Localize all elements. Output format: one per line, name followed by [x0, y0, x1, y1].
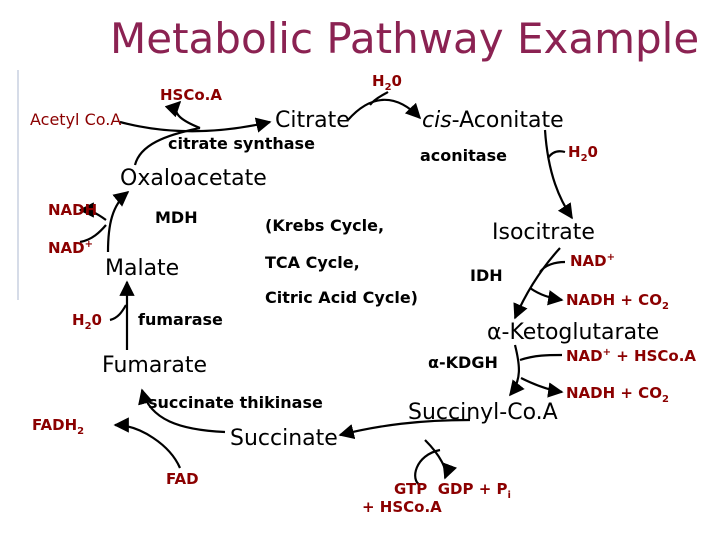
akdgh-label	[428, 355, 498, 371]
nad-idh-text: NAD	[570, 252, 607, 270]
nadh-co2-kdgh-text: NADH + CO	[566, 384, 662, 402]
nadh-co2-idh	[566, 293, 669, 312]
nad-left-text: NAD	[48, 239, 85, 257]
nad-left	[48, 240, 93, 256]
center-text-line1: (Krebs Cycle,	[265, 216, 385, 235]
arrow-h2o-right	[548, 151, 565, 158]
arrow-h2o-left	[110, 305, 126, 320]
mdh-label: MDH	[155, 208, 198, 227]
cis-prefix: cis	[422, 108, 452, 133]
h2o-top	[372, 74, 402, 93]
arrow-hscoa-release	[176, 102, 200, 128]
arrow-nad-hscoa	[520, 355, 562, 360]
arrow-isocitrate-to-akg	[515, 248, 560, 318]
oxaloacetate-label: Oxaloacetate	[120, 166, 267, 191]
succinyl-coa-label: Succinyl-Co.A	[408, 400, 558, 425]
fadh2-text: FADH	[32, 416, 78, 434]
h2o-right-o: 0	[587, 143, 598, 161]
h2o-right-h: H	[568, 143, 581, 161]
page-title: Metabolic Pathway Example	[110, 14, 700, 63]
akdgh-suffix: -KDGH	[439, 353, 498, 372]
nadh-co2-kdgh	[566, 386, 669, 405]
nadh-co2-kdgh-sub: 2	[661, 394, 669, 405]
h2o-top-h: H	[372, 72, 385, 90]
alpha-symbol: α	[487, 320, 502, 345]
arrow-fad	[115, 425, 180, 468]
arrow-citrate-to-cisaconitate	[348, 100, 420, 120]
h2o-left-sub: 2	[84, 321, 92, 332]
center-text-line3: Citric Acid Cycle)	[265, 288, 418, 307]
h2o-left-h: H	[72, 311, 85, 329]
isocitrate-label: Isocitrate	[492, 220, 595, 245]
gtp-gdp-text: GTP GDP + P	[394, 480, 508, 498]
fadh2-label	[32, 418, 84, 437]
idh-label: IDH	[470, 266, 503, 285]
arrow-nad-idh	[540, 262, 565, 272]
nadh-left: NADH	[48, 201, 98, 219]
nad-hscoa-text: NAD	[566, 347, 603, 365]
malate-label: Malate	[105, 256, 180, 281]
cis-aconitate-suffix: -Aconitate	[451, 108, 564, 133]
alpha-ketoglutarate-label	[487, 322, 659, 344]
fad-label: FAD	[166, 470, 199, 488]
gtp-gdp-sub: i	[507, 490, 511, 501]
ketoglutarate-suffix: -Ketoglutarate	[501, 320, 660, 345]
arrow-malate-to-oxaloacetate	[108, 192, 128, 252]
akdgh-alpha: α	[428, 353, 439, 372]
h2o-top-o: 0	[391, 72, 402, 90]
nad-idh-sup: +	[606, 252, 616, 263]
nad-idh	[570, 253, 615, 269]
fumarase-label: fumarase	[138, 310, 223, 329]
citrate-label: Citrate	[275, 108, 350, 133]
nad-hscoa	[566, 348, 696, 364]
fumarate-label: Fumarate	[102, 353, 207, 378]
arrow-nadh-idh	[530, 288, 562, 300]
arrow-akg-to-succinylcoa	[510, 345, 519, 395]
acetyl-coa-label: Acetyl Co.A	[30, 110, 122, 129]
fadh2-sub: 2	[77, 426, 85, 437]
citrate-synthase-label: citrate synthase	[168, 134, 315, 153]
arrow-nadh-kdgh	[521, 378, 562, 392]
h2o-left-o: 0	[91, 311, 102, 329]
succinate-label: Succinate	[230, 426, 338, 451]
nad-hscoa-sup: +	[602, 347, 612, 358]
nadh-co2-idh-text: NADH + CO	[566, 291, 662, 309]
aconitase-label: aconitase	[420, 146, 507, 165]
h2o-right	[568, 145, 598, 164]
arrow-h2o-top	[370, 92, 388, 105]
nadh-co2-idh-sub: 2	[661, 301, 669, 312]
h2o-top-sub: 2	[384, 82, 392, 93]
h2o-left	[72, 313, 102, 332]
hscoa-top: HSCo.A	[160, 86, 222, 104]
nad-hscoa-rest: + HSCo.A	[611, 347, 697, 365]
cis-aconitate-label	[422, 110, 564, 132]
h2o-right-sub: 2	[580, 153, 588, 164]
succinate-thikinase-label: succinate thikinase	[148, 393, 323, 412]
center-text-line2: TCA Cycle,	[265, 253, 360, 272]
hscoa-bottom: + HSCo.A	[362, 498, 442, 516]
nad-left-sup: +	[84, 239, 94, 250]
arrow-gdp	[425, 440, 446, 478]
